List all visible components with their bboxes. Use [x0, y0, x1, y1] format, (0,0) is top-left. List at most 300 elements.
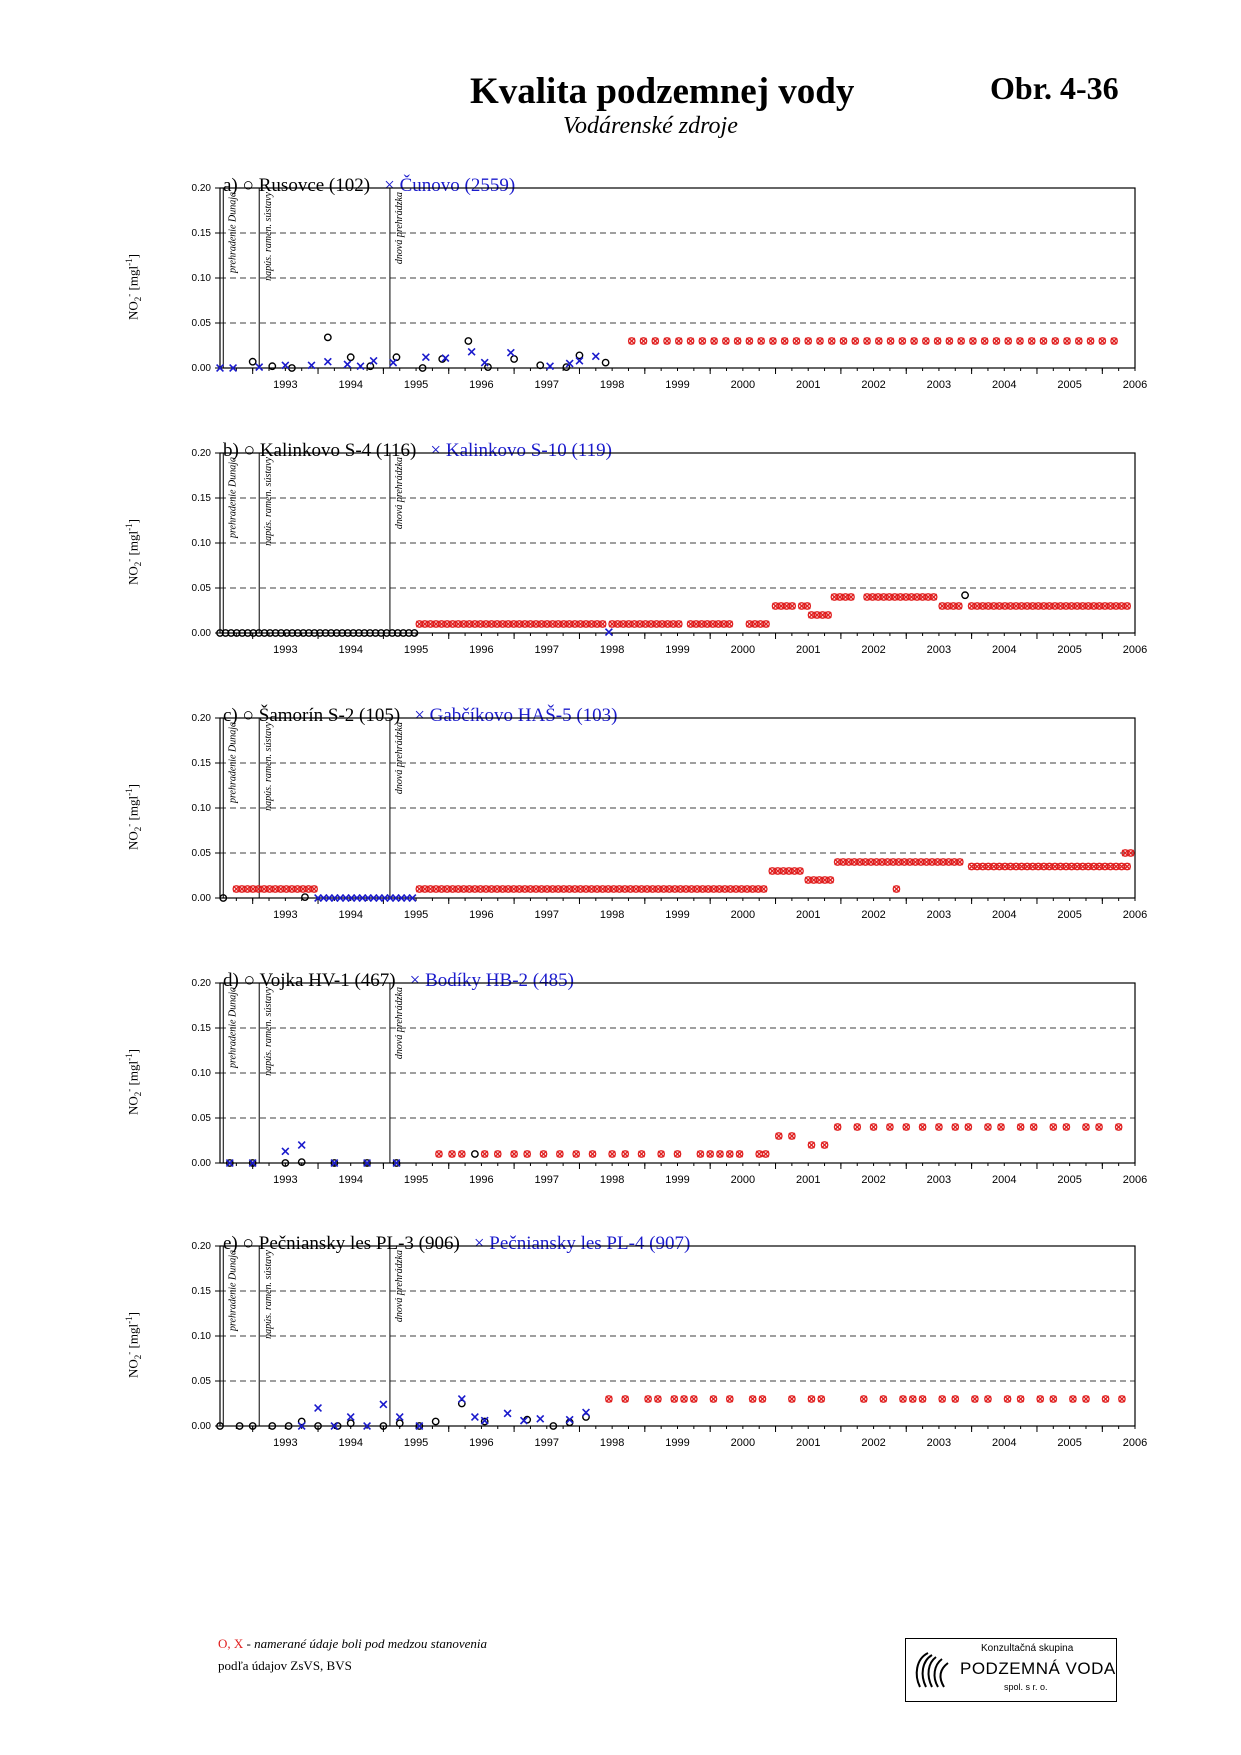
x-tick-label: 2001: [795, 1437, 821, 1449]
chart-plot: [130, 180, 1148, 400]
y-tick-label: 0.15: [191, 228, 211, 239]
x-tick-label: 1993: [273, 1437, 298, 1449]
below-limit-point: [887, 338, 893, 344]
y-tick-label: 0.10: [191, 803, 211, 814]
x-tick-label: 2006: [1122, 1437, 1148, 1449]
event-label: napús. ramen. sústavy: [263, 722, 275, 811]
plot-frame: [220, 983, 1135, 1163]
x-tick-label: 1998: [599, 1174, 625, 1186]
below-limit-point: [691, 1396, 697, 1402]
below-limit-point: [972, 1396, 978, 1402]
y-tick-label: 0.00: [191, 1158, 211, 1169]
below-limit-point: [1040, 338, 1046, 344]
plot-area: [192, 448, 1148, 656]
below-limit-point: [640, 338, 646, 344]
chart-plot: [130, 975, 1148, 1195]
circle-marker-icon: ○: [238, 970, 260, 991]
data-point-station2: [468, 348, 475, 355]
below-limit-point: [511, 1151, 517, 1157]
data-marks: [217, 592, 1131, 636]
y-tick-label: 0.05: [191, 583, 211, 594]
below-limit-point: [776, 1133, 782, 1139]
below-limit-point: [758, 338, 764, 344]
x-tick-label: 2002: [861, 1174, 886, 1186]
x-tick-label: 2002: [861, 644, 886, 656]
y-tick-label: 0.05: [191, 848, 211, 859]
below-limit-point: [1050, 1396, 1056, 1402]
data-point-station2: [592, 353, 599, 360]
y-tick-label: 0.10: [191, 538, 211, 549]
chart-panel-e: [124, 1233, 1148, 1468]
below-limit-point: [817, 338, 823, 344]
below-limit-point: [965, 1124, 971, 1130]
data-point-station2: [315, 1405, 322, 1412]
x-tick-label: 1997: [534, 909, 560, 921]
below-limit-point: [436, 1151, 442, 1157]
below-limit-point: [939, 1396, 945, 1402]
below-limit-point: [880, 1396, 886, 1402]
below-limit-point: [1115, 1124, 1121, 1130]
event-label: napús. ramen. sústavy: [263, 457, 275, 546]
x-tick-label: 2000: [730, 379, 756, 391]
main-title: Kvalita podzemnej vody: [470, 71, 855, 112]
y-tick-label: 0.05: [191, 1376, 211, 1387]
below-limit-point: [1087, 338, 1093, 344]
below-limit-point: [1017, 1124, 1023, 1130]
below-limit-point: [638, 1151, 644, 1157]
below-limit-point: [609, 1151, 615, 1157]
chart-panel-b: [124, 440, 1148, 675]
y-tick-label: 0.10: [191, 1068, 211, 1079]
station1-name: Šamorín S-2 (105): [258, 705, 401, 726]
x-tick-label: 2000: [730, 1437, 756, 1449]
below-limit-point: [540, 1151, 546, 1157]
y-tick-label: 0.00: [191, 893, 211, 904]
x-tick-label: 1999: [665, 1437, 690, 1449]
x-tick-label: 2000: [730, 909, 756, 921]
data-point-station2: [422, 354, 429, 361]
below-limit-point: [707, 1151, 713, 1157]
below-limit-point: [763, 1151, 769, 1157]
x-tick-label: 2003: [926, 1437, 952, 1449]
y-axis-label: $NO_2^-$ [mgl$^{-1}$]: [124, 1049, 143, 1115]
below-limit-point: [589, 1151, 595, 1157]
logo-line3: spol. s r. o.: [1004, 1682, 1048, 1692]
below-limit-point: [911, 338, 917, 344]
x-tick-label: 1999: [665, 644, 690, 656]
below-limit-point: [985, 1396, 991, 1402]
logo-line1: Konzultačná skupina: [981, 1643, 1074, 1654]
data-point-station1: [432, 1418, 438, 1424]
below-limit-point: [676, 338, 682, 344]
x-tick-label: 1997: [534, 1437, 560, 1449]
circle-marker-icon: ○: [238, 440, 260, 461]
data-point-station2: [396, 1414, 403, 1421]
cross-marker-icon: ×: [473, 1233, 490, 1254]
event-label: dnová prehrádzka: [393, 722, 405, 795]
below-limit-point: [781, 338, 787, 344]
x-tick-label: 1994: [338, 379, 363, 391]
below-limit-point: [893, 886, 899, 892]
below-limit-point: [629, 338, 635, 344]
x-tick-label: 1994: [338, 1437, 363, 1449]
below-limit-point: [746, 338, 752, 344]
y-tick-label: 0.00: [191, 363, 211, 374]
chart-plot: [130, 445, 1148, 665]
x-tick-label: 2002: [861, 1437, 886, 1449]
below-limit-point: [952, 1396, 958, 1402]
below-limit-point: [1004, 1396, 1010, 1402]
y-tick-label: 0.20: [191, 448, 211, 459]
event-label: prehradenie Dunaja: [227, 192, 239, 274]
cross-marker-icon: ×: [384, 175, 400, 196]
plot-frame: [220, 188, 1135, 368]
panel-tag: d): [223, 970, 239, 991]
below-limit-point: [829, 338, 835, 344]
below-limit-point: [840, 338, 846, 344]
below-limit-point: [834, 1124, 840, 1130]
x-tick-label: 2002: [861, 379, 886, 391]
y-tick-label: 0.15: [191, 493, 211, 504]
below-limit-point: [699, 338, 705, 344]
figure-number: Obr. 4-36: [990, 70, 1119, 106]
event-label: dnová prehrádzka: [393, 457, 405, 530]
below-limit-point: [1096, 1124, 1102, 1130]
x-tick-label: 2004: [992, 1437, 1017, 1449]
x-tick-label: 1997: [534, 1174, 560, 1186]
event-label: prehradenie Dunaja: [227, 987, 239, 1069]
y-tick-label: 0.15: [191, 758, 211, 769]
below-limit-point: [936, 1124, 942, 1130]
x-tick-label: 1993: [273, 909, 298, 921]
below-limit-point: [900, 1396, 906, 1402]
below-limit-point: [876, 338, 882, 344]
x-tick-label: 1998: [599, 1437, 625, 1449]
circle-marker-icon: ○: [237, 705, 259, 726]
circle-marker-icon: ○: [237, 1233, 259, 1254]
x-tick-label: 2004: [992, 909, 1017, 921]
data-point-station1: [962, 592, 968, 598]
footer-legend-text: - namerané údaje boli pod medzou stanovenia: [243, 1636, 487, 1651]
data-marks: [220, 850, 1134, 902]
data-point-station2: [344, 361, 351, 368]
below-limit-point: [481, 1151, 487, 1157]
event-label: dnová prehrádzka: [393, 987, 405, 1060]
data-marks: [226, 1124, 1121, 1167]
y-tick-label: 0.15: [191, 1286, 211, 1297]
below-limit-point: [770, 338, 776, 344]
event-label: napús. ramen. sústavy: [263, 987, 275, 1076]
x-tick-label: 1994: [338, 1174, 363, 1186]
panel-tag: b): [223, 440, 239, 461]
x-tick-label: 2006: [1122, 909, 1148, 921]
below-limit-point: [459, 1151, 465, 1157]
y-tick-label: 0.00: [191, 1421, 211, 1432]
below-limit-point: [870, 1124, 876, 1130]
below-limit-point: [655, 1396, 661, 1402]
data-point-station1: [472, 1151, 478, 1157]
x-tick-label: 2001: [795, 1174, 821, 1186]
event-label: prehradenie Dunaja: [227, 1250, 239, 1332]
below-limit-point: [923, 338, 929, 344]
x-tick-label: 2005: [1057, 644, 1082, 656]
below-limit-point: [557, 1151, 563, 1157]
chart-panel-a: [124, 175, 1148, 410]
x-tick-label: 1994: [338, 644, 363, 656]
company-logo: [905, 1638, 1117, 1702]
below-limit-point: [495, 1151, 501, 1157]
x-tick-label: 1996: [469, 1174, 494, 1186]
below-limit-point: [903, 1124, 909, 1130]
below-limit-point: [1076, 338, 1082, 344]
plot-frame: [220, 453, 1135, 633]
below-limit-point: [946, 338, 952, 344]
plot-area: [192, 1241, 1148, 1449]
below-limit-point: [919, 1396, 925, 1402]
y-axis-label: $NO_2^-$ [mgl$^{-1}$]: [124, 519, 143, 585]
data-point-station2: [471, 1414, 478, 1421]
below-limit-point: [1052, 338, 1058, 344]
below-limit-point: [681, 1396, 687, 1402]
below-limit-point: [727, 1151, 733, 1157]
event-label: napús. ramen. sústavy: [263, 1250, 275, 1339]
x-tick-label: 2003: [926, 379, 952, 391]
below-limit-point: [1119, 1396, 1125, 1402]
y-axis-label: $NO_2^-$ [mgl$^{-1}$]: [124, 784, 143, 850]
x-tick-label: 1995: [403, 379, 429, 391]
data-point-station2: [347, 1414, 354, 1421]
x-tick-label: 1993: [273, 379, 298, 391]
plot-frame: [220, 718, 1135, 898]
chart-panel-c: [124, 705, 1148, 940]
below-limit-point: [658, 1151, 664, 1157]
cross-marker-icon: ×: [430, 440, 446, 461]
x-tick-label: 2001: [795, 909, 821, 921]
event-label: dnová prehrádzka: [393, 1250, 405, 1323]
data-point-station1: [302, 894, 308, 900]
below-limit-point: [919, 1124, 925, 1130]
data-point-station1: [511, 356, 517, 362]
below-limit-point: [899, 338, 905, 344]
below-limit-point: [852, 338, 858, 344]
subtitle: Vodárenské zdroje: [563, 113, 738, 139]
below-limit-point: [727, 1396, 733, 1402]
x-tick-label: 2001: [795, 379, 821, 391]
x-tick-label: 2001: [795, 644, 821, 656]
below-limit-point: [697, 1151, 703, 1157]
x-tick-label: 2004: [992, 379, 1017, 391]
below-limit-point: [710, 1396, 716, 1402]
y-tick-label: 0.15: [191, 1023, 211, 1034]
data-point-station2: [390, 359, 397, 366]
data-marks: [217, 334, 1118, 371]
station2-name: Pečniansky les PL-4 (907): [489, 1233, 691, 1254]
cross-marker-icon: ×: [409, 970, 426, 991]
below-limit-point: [1102, 1396, 1108, 1402]
below-limit-point: [671, 1396, 677, 1402]
x-tick-label: 2000: [730, 1174, 756, 1186]
below-limit-point: [1017, 1396, 1023, 1402]
x-tick-label: 2003: [926, 644, 952, 656]
plot-area: [192, 713, 1148, 921]
x-tick-label: 1995: [403, 909, 429, 921]
below-limit-point: [1099, 338, 1105, 344]
x-tick-label: 2006: [1122, 1174, 1148, 1186]
below-limit-point: [622, 1396, 628, 1402]
below-limit-point: [687, 338, 693, 344]
below-limit-point: [664, 338, 670, 344]
x-tick-label: 1998: [599, 909, 625, 921]
x-tick-label: 1996: [469, 1437, 494, 1449]
event-label: napús. ramen. sústavy: [263, 192, 275, 281]
x-tick-label: 1999: [665, 1174, 690, 1186]
y-tick-label: 0.20: [191, 978, 211, 989]
below-limit-point: [981, 338, 987, 344]
x-tick-label: 2005: [1057, 379, 1082, 391]
y-tick-label: 0.05: [191, 1113, 211, 1124]
cross-marker-icon: ×: [414, 705, 430, 726]
below-limit-point: [998, 1124, 1004, 1130]
x-tick-label: 1996: [469, 909, 494, 921]
x-tick-label: 2005: [1057, 909, 1082, 921]
below-limit-point: [652, 338, 658, 344]
x-tick-label: 1997: [534, 644, 560, 656]
below-limit-point: [1029, 338, 1035, 344]
below-limit-point: [1030, 1124, 1036, 1130]
data-point-station2: [380, 1401, 387, 1408]
footer-legend-note: [218, 1636, 487, 1652]
below-limit-point: [970, 338, 976, 344]
y-tick-label: 0.20: [191, 713, 211, 724]
event-label: prehradenie Dunaja: [227, 457, 239, 539]
below-limit-point: [789, 1133, 795, 1139]
data-point-station2: [537, 1415, 544, 1422]
chart-panel-d: [124, 970, 1148, 1205]
below-limit-point: [1083, 1396, 1089, 1402]
below-limit-point: [1017, 338, 1023, 344]
circle-marker-icon: ○: [237, 175, 259, 196]
x-tick-label: 2000: [730, 644, 756, 656]
below-limit-point: [910, 1396, 916, 1402]
x-tick-label: 1994: [338, 909, 363, 921]
x-tick-label: 1995: [403, 644, 429, 656]
below-limit-point: [985, 1124, 991, 1130]
plot-area: [192, 183, 1148, 391]
chart-plot: [130, 1238, 1148, 1458]
x-tick-label: 1996: [469, 644, 494, 656]
y-axis-label: $NO_2^-$ [mgl$^{-1}$]: [124, 1312, 143, 1378]
logo-line2: PODZEMNÁ VODA: [960, 1659, 1116, 1678]
below-limit-point: [1064, 338, 1070, 344]
below-limit-point: [864, 338, 870, 344]
event-label: prehradenie Dunaja: [227, 722, 239, 804]
x-tick-label: 1993: [273, 644, 298, 656]
below-limit-point: [1083, 1124, 1089, 1130]
panel-tag: e): [223, 1233, 238, 1254]
x-tick-label: 1998: [599, 379, 625, 391]
below-limit-point: [854, 1124, 860, 1130]
station1-name: Vojka HV-1 (467): [259, 970, 396, 991]
below-limit-point: [821, 1142, 827, 1148]
x-tick-label: 2002: [861, 909, 886, 921]
below-limit-point: [1063, 1124, 1069, 1130]
panel-tag: c): [223, 705, 238, 726]
event-label: dnová prehrádzka: [393, 192, 405, 265]
station1-name: Pečniansky les PL-3 (906): [258, 1233, 460, 1254]
x-tick-label: 2005: [1057, 1174, 1082, 1186]
x-tick-label: 1995: [403, 1174, 429, 1186]
x-tick-label: 2003: [926, 909, 952, 921]
below-limit-point: [818, 1396, 824, 1402]
below-limit-point: [808, 1396, 814, 1402]
x-tick-label: 1993: [273, 1174, 298, 1186]
data-point-station2: [324, 358, 331, 365]
below-limit-point: [606, 1396, 612, 1402]
data-point-station2: [507, 349, 514, 356]
x-tick-label: 2006: [1122, 379, 1148, 391]
below-limit-point: [958, 338, 964, 344]
panel-tag: a): [223, 175, 238, 196]
data-point-station2: [605, 629, 612, 636]
x-tick-label: 2004: [992, 1174, 1017, 1186]
below-limit-point: [861, 1396, 867, 1402]
below-limit-point: [717, 1151, 723, 1157]
below-limit-point: [1070, 1396, 1076, 1402]
y-tick-label: 0.05: [191, 318, 211, 329]
below-limit-point: [674, 1151, 680, 1157]
below-limit-point: [573, 1151, 579, 1157]
below-limit-point: [1111, 338, 1117, 344]
below-limit-point: [805, 338, 811, 344]
below-limit-point: [887, 1124, 893, 1130]
below-limit-marks: O, X: [218, 1636, 244, 1651]
below-limit-point: [1005, 338, 1011, 344]
y-tick-label: 0.10: [191, 273, 211, 284]
station2-name: Gabčíkovo HAŠ-5 (103): [429, 705, 618, 726]
below-limit-point: [759, 1396, 765, 1402]
plot-area: [192, 978, 1148, 1186]
below-limit-point: [645, 1396, 651, 1402]
y-axis-label: $NO_2^-$ [mgl$^{-1}$]: [124, 254, 143, 320]
data-point-station1: [602, 359, 608, 365]
station2-name: Čunovo (2559): [399, 175, 516, 196]
y-tick-label: 0.00: [191, 628, 211, 639]
data-point-station1: [348, 354, 354, 360]
below-limit-point: [789, 1396, 795, 1402]
below-limit-point: [622, 1151, 628, 1157]
data-point-station2: [370, 357, 377, 364]
data-point-station1: [325, 334, 331, 340]
data-point-station2: [458, 1396, 465, 1403]
x-tick-label: 2003: [926, 1174, 952, 1186]
y-tick-label: 0.20: [191, 183, 211, 194]
x-tick-label: 1997: [534, 379, 560, 391]
below-limit-point: [1050, 1124, 1056, 1130]
x-tick-label: 1995: [403, 1437, 429, 1449]
x-tick-label: 1999: [665, 909, 690, 921]
chart-plot: [130, 710, 1148, 930]
data-point-station2: [298, 1142, 305, 1149]
below-limit-point: [749, 1396, 755, 1402]
data-source-note: podľa údajov ZsVS, BVS: [218, 1658, 352, 1673]
below-limit-point: [723, 338, 729, 344]
station2-name: Bodíky HB-2 (485): [425, 970, 574, 991]
below-limit-point: [524, 1151, 530, 1157]
below-limit-point: [934, 338, 940, 344]
below-limit-point: [952, 1124, 958, 1130]
x-tick-label: 2005: [1057, 1437, 1082, 1449]
below-limit-point: [993, 338, 999, 344]
